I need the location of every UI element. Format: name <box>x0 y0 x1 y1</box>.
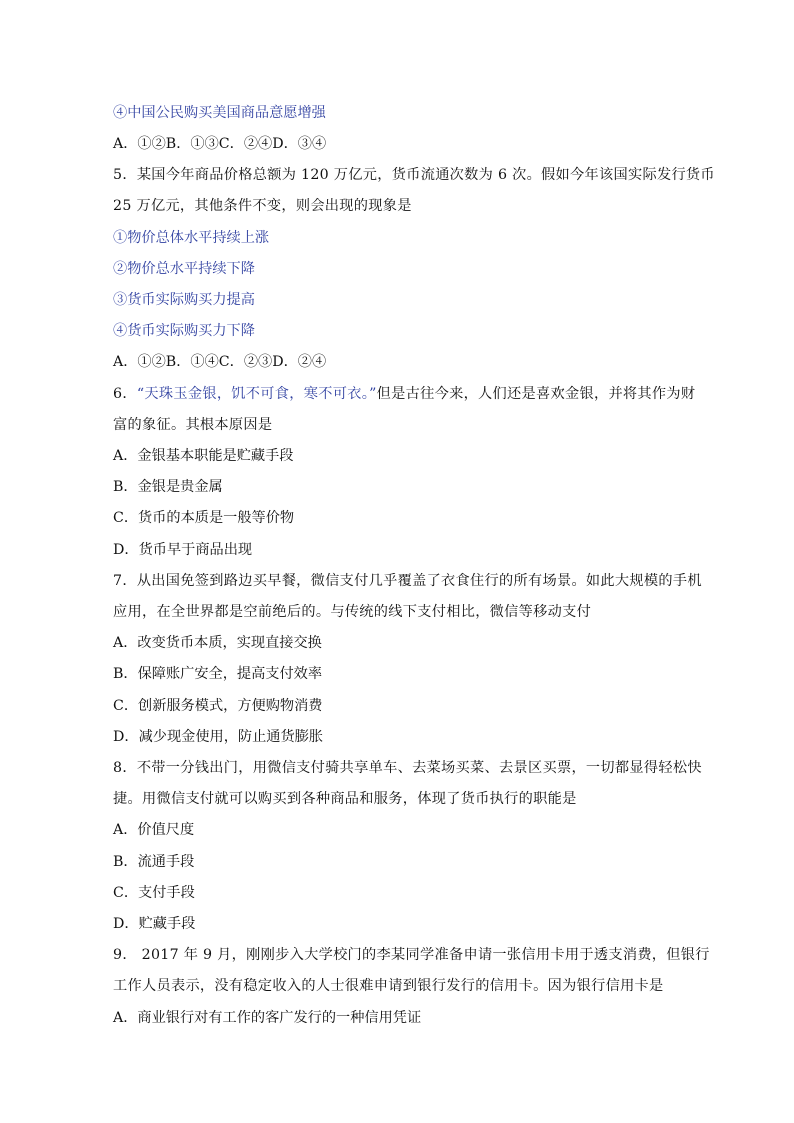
q5-statement-2: ②物价总水平持续下降 <box>113 261 255 277</box>
q9-option-a: A．商业银行对有工作的客广发行的一种信用凭证 <box>113 1010 422 1026</box>
q6-option-d: D．货币早于商品出现 <box>113 542 253 558</box>
q8-option-c: C．支付手段 <box>113 885 195 901</box>
question-7-line-1: 7．从出国免签到路边买早餐，微信支付几乎覆盖了衣食住行的所有场景。如此大规模的手机 <box>113 573 702 589</box>
question-8-line-1: 8．不带一分钱出门，用微信支付骑共享单车、去菜场买菜、去景区买票，一切都显得轻松快 <box>113 760 702 776</box>
question-9-line-1: 9． 2017 年 9 月，刚刚步入大学校门的李某同学准备申请一张信用卡用于透支消费，但银行 <box>113 947 710 963</box>
q8-option-a: A．价值尺度 <box>113 822 195 838</box>
answer-choices-q5: A．①②B．①④C．②③D．②④ <box>113 354 327 370</box>
q6-option-c: C．货币的本质是一般等价物 <box>113 510 295 526</box>
q6-number: 6． <box>113 386 137 402</box>
q8-option-d: D．贮藏手段 <box>113 916 196 932</box>
q6-option-a: A．金银基本职能是贮藏手段 <box>113 448 294 464</box>
option-4-line: ④中国公民购买美国商品意愿增强 <box>113 105 326 121</box>
q5-statement-1: ①物价总体水平持续上涨 <box>113 230 270 246</box>
question-9-line-2: 工作人员表示，没有稳定收入的人士很难申请到银行发行的信用卡。因为银行信用卡是 <box>113 978 664 994</box>
question-5-line-1: 5．某国今年商品价格总额为 120 万亿元，货币流通次数为 6 次。假如今年该国实际发行货币 <box>113 167 715 183</box>
question-5-line-2: 25 万亿元，其他条件不变，则会出现的现象是 <box>113 198 412 214</box>
q5-statement-3: ③货币实际购买力提高 <box>113 292 255 308</box>
answer-choices-q4: A．①②B．①③C．②④D．③④ <box>113 136 327 152</box>
q7-option-a: A．改变货币本质，实现直接交换 <box>113 635 322 651</box>
question-8-line-2: 捷。用微信支付就可以购买到各种商品和服务，体现了货币执行的职能是 <box>113 791 577 807</box>
question-7-line-2: 应用，在全世界都是空前绝后的。与传统的线下支付相比，微信等移动支付 <box>113 604 592 620</box>
q7-option-c: C．创新服务模式，方便购物消费 <box>113 698 323 714</box>
question-6-line-1 <box>113 384 695 404</box>
q6-rest: 但是古往今来，人们还是喜欢金银，并将其作为财 <box>376 386 696 402</box>
question-6-line-2: 富的象征。其根本原因是 <box>113 417 273 433</box>
q6-option-b: B．金银是贵金属 <box>113 479 223 495</box>
q8-option-b: B．流通手段 <box>113 854 195 870</box>
q6-quote: “天珠玉金银，饥不可食，寒不可衣。” <box>136 386 377 402</box>
q5-statement-4: ④货币实际购买力下降 <box>113 323 255 339</box>
q7-option-b: B．保障账广安全，提高支付效率 <box>113 666 323 682</box>
q7-option-d: D．减少现金使用，防止通货膨胀 <box>113 729 324 745</box>
